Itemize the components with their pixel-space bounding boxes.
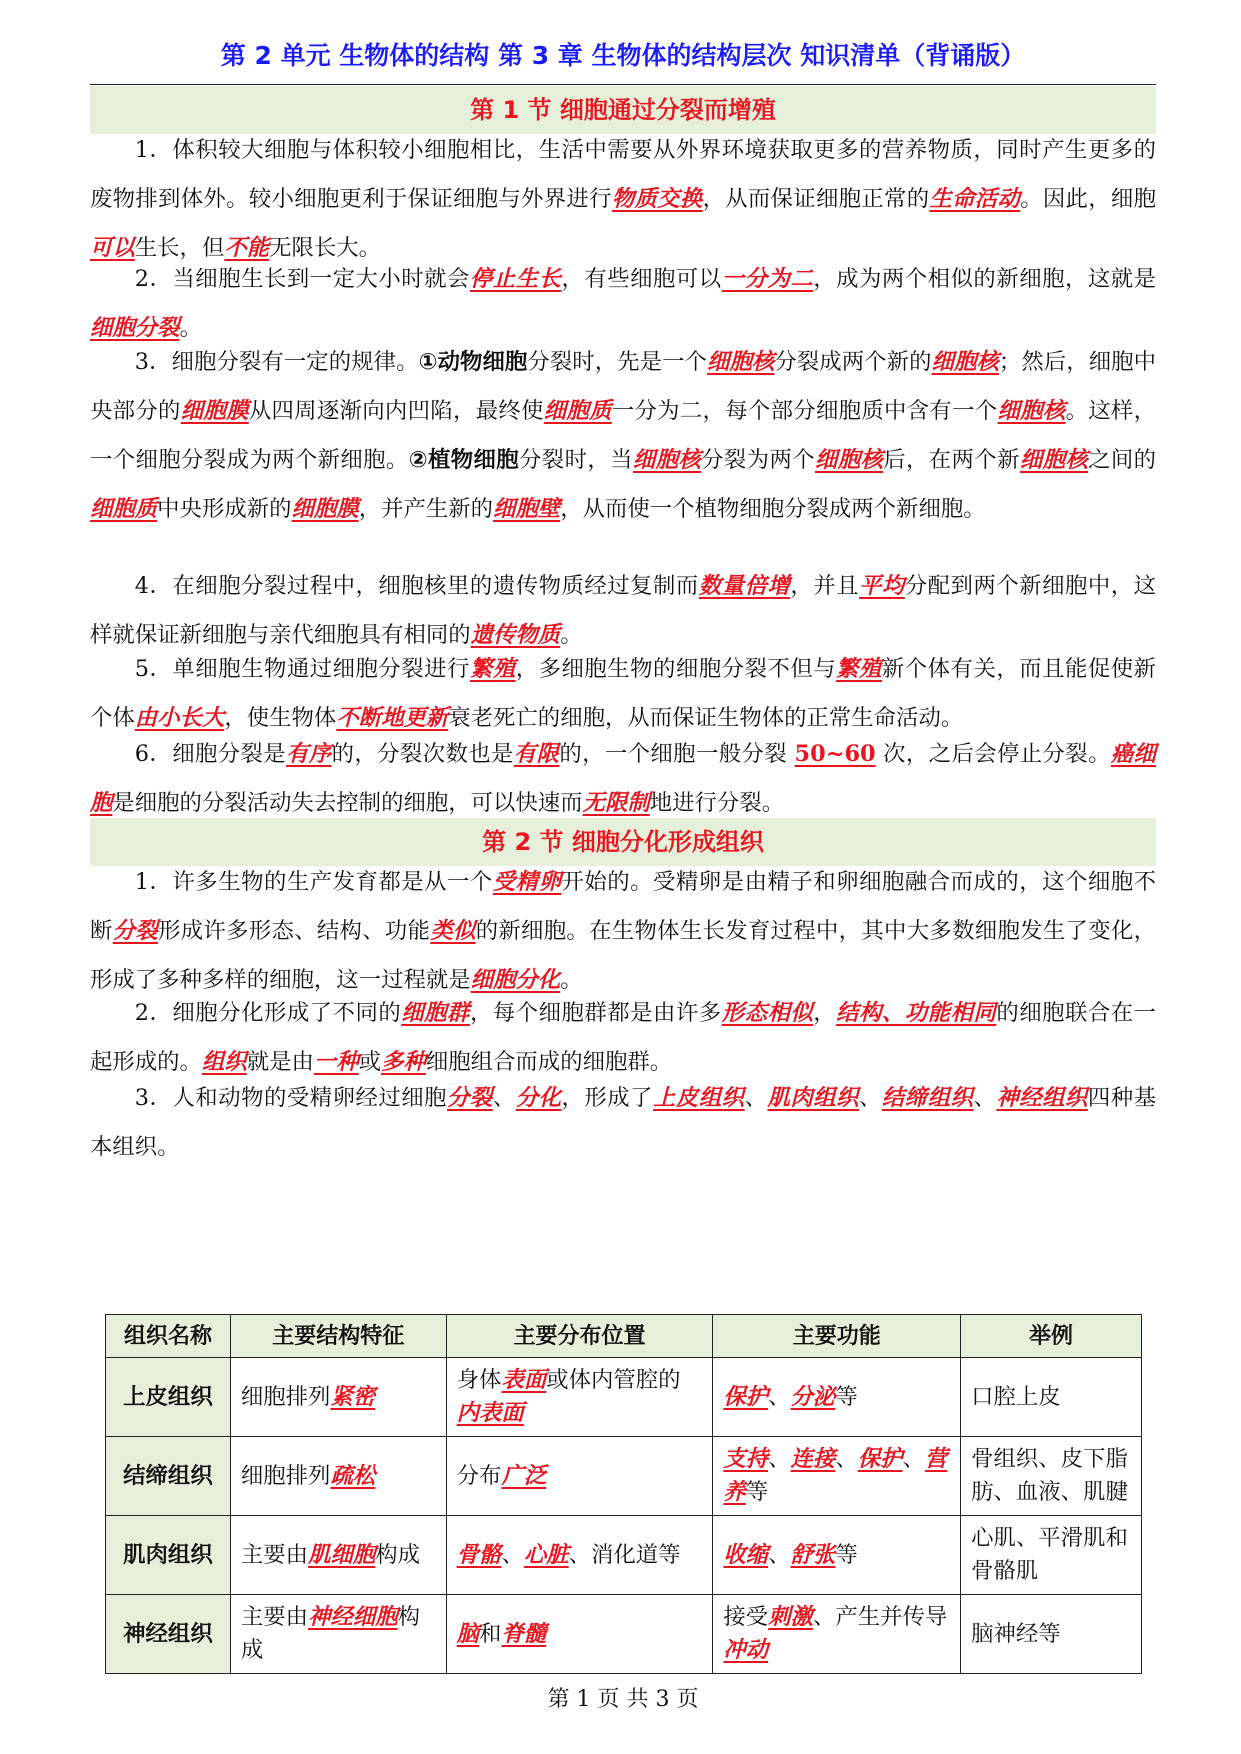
table-row — [106, 1516, 1142, 1595]
answer-blank: 结构、功能相同 — [836, 1000, 997, 1026]
answer-blank: 细胞核 — [814, 447, 884, 473]
answer-blank: 内表面 — [456, 1400, 524, 1426]
answer-blank: 细胞核 — [632, 447, 702, 473]
s1-paragraph-6: 6．细胞分裂是有序的，分裂次数也是有限的，一个细胞一般分裂 50~60 次，之后会停止分裂。癌细胞是细胞的分裂活动失去控制的细胞，可以快速而无限制地进行分裂。 — [90, 741, 1157, 816]
answer-blank: 分化 — [515, 1085, 562, 1111]
structure-cell: 主要由神经细胞构成 — [230, 1595, 446, 1674]
table-row — [106, 1437, 1142, 1516]
answer-blank: 50~60 — [794, 741, 876, 767]
structure-cell: 细胞排列紧密 — [230, 1358, 446, 1437]
answer-blank: 不能 — [224, 235, 270, 261]
answer-blank: 一分为二 — [721, 266, 814, 292]
answer-blank: 舒张 — [790, 1541, 836, 1568]
answer-blank: 细胞膜 — [291, 496, 359, 522]
answer-blank: 收缩 — [723, 1541, 769, 1568]
answer-blank: 类似 — [430, 918, 476, 944]
answer-blank: 不断地更新 — [336, 705, 449, 731]
answer-blank: 细胞壁 — [493, 496, 561, 522]
table-header-cell: 组织名称 — [106, 1315, 231, 1358]
tissue-name-cell: 神经组织 — [106, 1595, 231, 1674]
table-row — [106, 1358, 1142, 1437]
section-1-title: 第 1 节 细胞通过分裂而增殖 — [90, 86, 1156, 134]
answer-blank: 细胞质 — [90, 496, 158, 522]
answer-blank: 脑 — [456, 1620, 480, 1647]
example-cell: 骨组织、皮下脂肪、血液、肌腱 — [961, 1437, 1142, 1516]
table-header-cell: 主要结构特征 — [230, 1315, 446, 1358]
answer-blank: 细胞膜 — [180, 398, 249, 424]
answer-blank: 表面 — [501, 1367, 547, 1393]
answer-blank: 繁殖 — [836, 656, 882, 682]
location-cell: 身体表面或体内管腔的内表面 — [446, 1358, 713, 1437]
bold-term: ①动物细胞 — [418, 349, 528, 375]
section-2-title: 第 2 节 细胞分化形成组织 — [90, 818, 1156, 866]
answer-blank: 细胞分化 — [470, 967, 561, 993]
bold-term: ②植物细胞 — [408, 447, 520, 473]
answer-blank: 数量倍增 — [698, 573, 791, 599]
answer-blank: 分裂 — [447, 1085, 493, 1111]
answer-blank: 肌肉组织 — [767, 1085, 860, 1111]
answer-blank: 连接 — [790, 1446, 836, 1472]
tissue-name-cell: 肌肉组织 — [106, 1516, 231, 1595]
answer-blank: 物质交换 — [611, 186, 703, 212]
answer-blank: 分泌 — [790, 1383, 836, 1410]
s1-paragraph-3: 3．细胞分裂有一定的规律。①动物细胞分裂时，先是一个细胞核分裂成两个新的细胞核；然后，细胞中央部分的细胞膜从四周逐渐向内凹陷，最终使细胞质一分为二，每个部分细胞质中含有一个细胞核。这样，一个细胞分裂成为两个新细胞。②植物细胞分裂时，当细胞核分裂为两个细胞核后，在两个新细胞核之间的细胞质中央形成新的细胞膜，并产生新的细胞壁，从而使一个植物细胞分裂成两个新细胞。 — [90, 349, 1157, 522]
function-cell: 接受刺激、产生并传导冲动 — [713, 1595, 961, 1674]
answer-blank: 受精卵 — [492, 869, 562, 895]
answer-blank: 紧密 — [330, 1383, 376, 1410]
answer-blank: 神经组织 — [996, 1085, 1088, 1111]
answer-blank: 细胞核 — [707, 349, 775, 375]
answer-blank: 疏松 — [330, 1462, 376, 1489]
answer-blank: 心脏 — [523, 1541, 569, 1568]
s2-paragraph-2: 2．细胞分化形成了不同的细胞群，每个细胞群都是由许多形态相似，结构、功能相同的细胞联合在一起形成的。组织就是由一种或多种细胞组合而成的细胞群。 — [90, 1000, 1157, 1075]
answer-blank: 脊髓 — [501, 1620, 547, 1647]
tissue-table — [105, 1314, 1142, 1674]
location-cell: 分布广泛 — [446, 1437, 713, 1516]
answer-blank: 骨骼 — [456, 1541, 502, 1568]
answer-blank: 多种 — [381, 1049, 426, 1075]
answer-blank: 无限制 — [582, 790, 650, 816]
answer-blank: 组织 — [201, 1049, 247, 1075]
answer-blank: 上皮组织 — [653, 1085, 745, 1111]
answer-blank: 细胞质 — [543, 398, 612, 424]
answer-blank: 结缔组织 — [881, 1085, 974, 1111]
location-cell: 脑和脊髓 — [446, 1595, 713, 1674]
answer-blank: 分裂 — [112, 918, 159, 944]
table-header-cell: 主要功能 — [713, 1315, 961, 1358]
s2-paragraph-3: 3．人和动物的受精卵经过细胞分裂、分化，形成了上皮组织、肌肉组织、结缔组织、神经组织四种基本组织。 — [90, 1085, 1157, 1160]
s1-paragraph-4: 4．在细胞分裂过程中，细胞核里的遗传物质经过复制而数量倍增，并且平均分配到两个新细胞中，这样就保证新细胞与亲代细胞具有相同的遗传物质。 — [90, 573, 1157, 648]
page-footer: 第 1 页 共 3 页 — [547, 1687, 699, 1712]
answer-blank: 繁殖 — [469, 656, 516, 682]
answer-blank: 有序 — [286, 741, 332, 767]
answer-blank: 细胞核 — [1019, 447, 1089, 473]
answer-blank: 平均 — [859, 573, 905, 599]
answer-blank: 癌细胞 — [90, 741, 1157, 816]
answer-blank: 支持 — [723, 1446, 769, 1472]
answer-blank: 营养 — [723, 1446, 948, 1505]
s1-paragraph-2: 2．当细胞生长到一定大小时就会停止生长，有些细胞可以一分为二，成为两个相似的新细胞，这就是细胞分裂。 — [90, 266, 1157, 341]
answer-blank: 生命活动 — [929, 186, 1021, 212]
answer-blank: 细胞群 — [401, 1000, 470, 1026]
structure-cell: 细胞排列疏松 — [230, 1437, 446, 1516]
location-cell: 骨骼、心脏、消化道等 — [446, 1516, 713, 1595]
answer-blank: 形态相似 — [721, 1000, 814, 1026]
answer-blank: 肌细胞 — [308, 1541, 376, 1568]
table-header-row — [106, 1315, 1142, 1358]
answer-blank: 细胞核 — [931, 349, 999, 375]
answer-blank: 冲动 — [723, 1637, 769, 1663]
answer-blank: 保护 — [857, 1446, 903, 1472]
function-cell: 保护、分泌等 — [713, 1358, 961, 1437]
document-title: 第 2 单元 生物体的结构 第 3 章 生物体的结构层次 知识清单（背诵版） — [220, 41, 1026, 70]
answer-blank: 保护 — [723, 1383, 769, 1410]
header-rule — [90, 84, 1156, 85]
answer-blank: 细胞分裂 — [90, 315, 180, 341]
example-cell: 心肌、平滑肌和骨骼肌 — [961, 1516, 1142, 1595]
answer-blank: 可以 — [90, 235, 135, 261]
tissue-name-cell: 上皮组织 — [106, 1358, 231, 1437]
answer-blank: 神经细胞 — [308, 1604, 398, 1630]
tissue-name-cell: 结缔组织 — [106, 1437, 231, 1516]
table-header-cell: 主要分布位置 — [446, 1315, 713, 1358]
answer-blank: 有限 — [513, 741, 560, 767]
function-cell: 收缩、舒张等 — [713, 1516, 961, 1595]
answer-blank: 细胞核 — [997, 398, 1066, 424]
function-cell: 支持、连接、保护、营养等 — [713, 1437, 961, 1516]
answer-blank: 停止生长 — [469, 266, 562, 292]
example-cell: 脑神经等 — [961, 1595, 1142, 1674]
example-cell: 口腔上皮 — [961, 1358, 1142, 1437]
answer-blank: 由小长大 — [134, 705, 225, 731]
answer-blank: 广泛 — [501, 1462, 547, 1489]
answer-blank: 刺激 — [768, 1604, 813, 1630]
table-header-cell: 举例 — [961, 1315, 1142, 1358]
structure-cell: 主要由肌细胞构成 — [230, 1516, 446, 1595]
answer-blank: 一种 — [313, 1049, 359, 1075]
s2-paragraph-1: 1．许多生物的生产发育都是从一个受精卵开始的。受精卵是由精子和卵细胞融合而成的，这个细胞不断分裂形成许多形态、结构、功能类似的新细胞。在生物体生长发育过程中，其中大多数细胞发生了变化，形成了多种多样的细胞，这一过程就是细胞分化。 — [90, 869, 1157, 993]
s1-paragraph-5: 5．单细胞生物通过细胞分裂进行繁殖，多细胞生物的细胞分裂不但与繁殖新个体有关，而且能促使新个体由小长大，使生物体不断地更新衰老死亡的细胞，从而保证生物体的正常生命活动。 — [90, 656, 1157, 731]
s1-paragraph-1: 1．体积较大细胞与体积较小细胞相比，生活中需要从外界环境获取更多的营养物质，同时产生更多的废物排到体外。较小细胞更利于保证细胞与外界进行物质交换，从而保证细胞正常的生命活动。因此，细胞可以生长，但不能无限长大。 — [90, 137, 1157, 261]
table-row — [106, 1595, 1142, 1674]
answer-blank: 遗传物质 — [470, 622, 561, 648]
